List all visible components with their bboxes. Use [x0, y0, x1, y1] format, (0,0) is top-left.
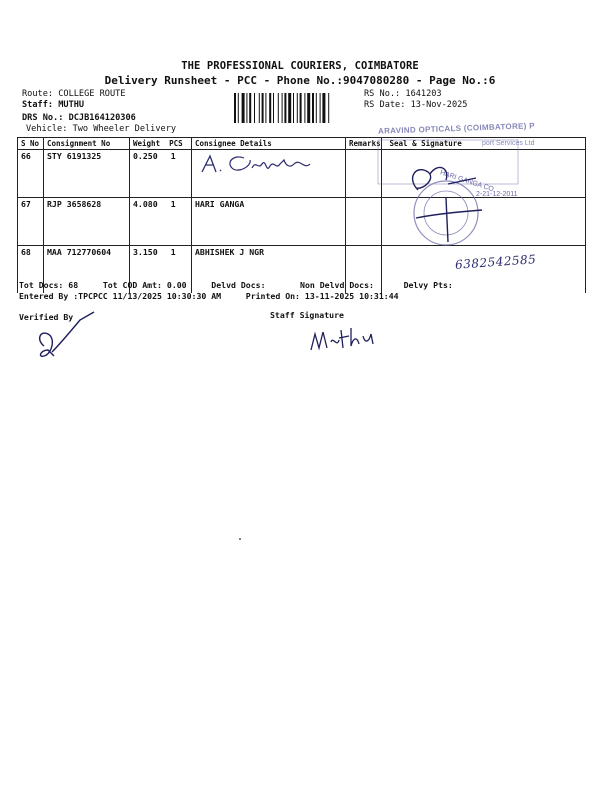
row-weight-pcs: [130, 150, 192, 198]
verified-by-label: Verified By: [19, 312, 74, 322]
staff-label: Staff: MUTHU: [22, 100, 85, 110]
stamp-seal-text: HARI GANGA CO: [439, 169, 495, 194]
non-delvd-docs: Non Delvd Docs:: [300, 280, 374, 290]
row-sno: 68: [18, 246, 44, 294]
stamp-services: port Services Ltd: [482, 140, 535, 147]
col-weight-pcs: [130, 138, 192, 150]
tot-cod: Tot COD Amt: 0.00: [102, 280, 187, 290]
stamp-company-name: ARAVIND OPTICALS (COIMBATORE) P: [377, 121, 535, 136]
rs-number: RS No.: 1641203: [364, 89, 442, 99]
row-pcs: 1: [170, 247, 176, 257]
row-weight: 4.080: [133, 199, 158, 209]
col-sno: S No: [18, 138, 44, 150]
row-weight-pcs: [130, 198, 192, 246]
row-pcs: 1: [170, 199, 176, 209]
staff-signature-label: Staff Signature: [270, 310, 344, 320]
staff-signature: [305, 318, 385, 358]
row-weight: 3.150: [133, 247, 158, 257]
row-consignment: MAA 712770604: [44, 246, 130, 294]
entered-line: [19, 291, 399, 301]
rs-date: RS Date: 13-Nov-2025: [364, 100, 468, 110]
row-consignee: ABHISHEK J NGR: [192, 246, 346, 294]
delvy-pts: Delvy Pts:: [403, 280, 453, 290]
col-remarks: Remarks: [346, 138, 382, 150]
printed-on: Printed On: 13-11-2025 10:31:44: [245, 291, 399, 301]
handwritten-phone: 6382542585: [454, 252, 537, 272]
document-title: THE PROFESSIONAL COURIERS, COIMBATORE: [181, 60, 419, 72]
row-sno: 67: [18, 198, 44, 246]
row-consignee: [192, 150, 346, 198]
row-pcs: 1: [170, 151, 176, 161]
row-consignment: STY 6191325: [44, 150, 130, 198]
drs-number: DRS No.: DCJB164120306: [22, 113, 136, 123]
totals-line: [19, 280, 453, 290]
row-weight: 0.250: [133, 151, 158, 161]
vehicle-label: Vehicle: Two Wheeler Delivery: [26, 124, 177, 134]
col-pcs: PCS: [169, 139, 183, 148]
col-consignee: Consignee Details: [192, 138, 346, 150]
row-consignment: RJP 3658628: [44, 198, 130, 246]
row-consignee: HARI GANGA: [192, 198, 346, 246]
seal-stamp: [376, 138, 586, 258]
document-subtitle: Delivery Runsheet - PCC - Phone No.:9047080280 - Page No.:6: [104, 74, 496, 87]
stamp-date: 2-21-12-2011: [476, 191, 518, 198]
delvd-docs: Delvd Docs:: [211, 280, 266, 290]
col-weight: Weight: [133, 139, 161, 148]
scan-speck: [239, 538, 241, 540]
barcode-graphic: [234, 93, 358, 123]
route-label: Route: COLLEGE ROUTE: [22, 89, 126, 99]
verifier-signature: [30, 310, 110, 365]
row-sno: 66: [18, 150, 44, 198]
entered-by: Entered By :TPCPCC 11/13/2025 10:30:30 AM: [19, 291, 222, 301]
col-consignment: Consignment No: [44, 138, 130, 150]
tot-docs: Tot Docs: 68: [19, 280, 79, 290]
col-seal-label: Seal & Signature: [389, 139, 462, 148]
consignee-signature-1: [196, 152, 336, 176]
